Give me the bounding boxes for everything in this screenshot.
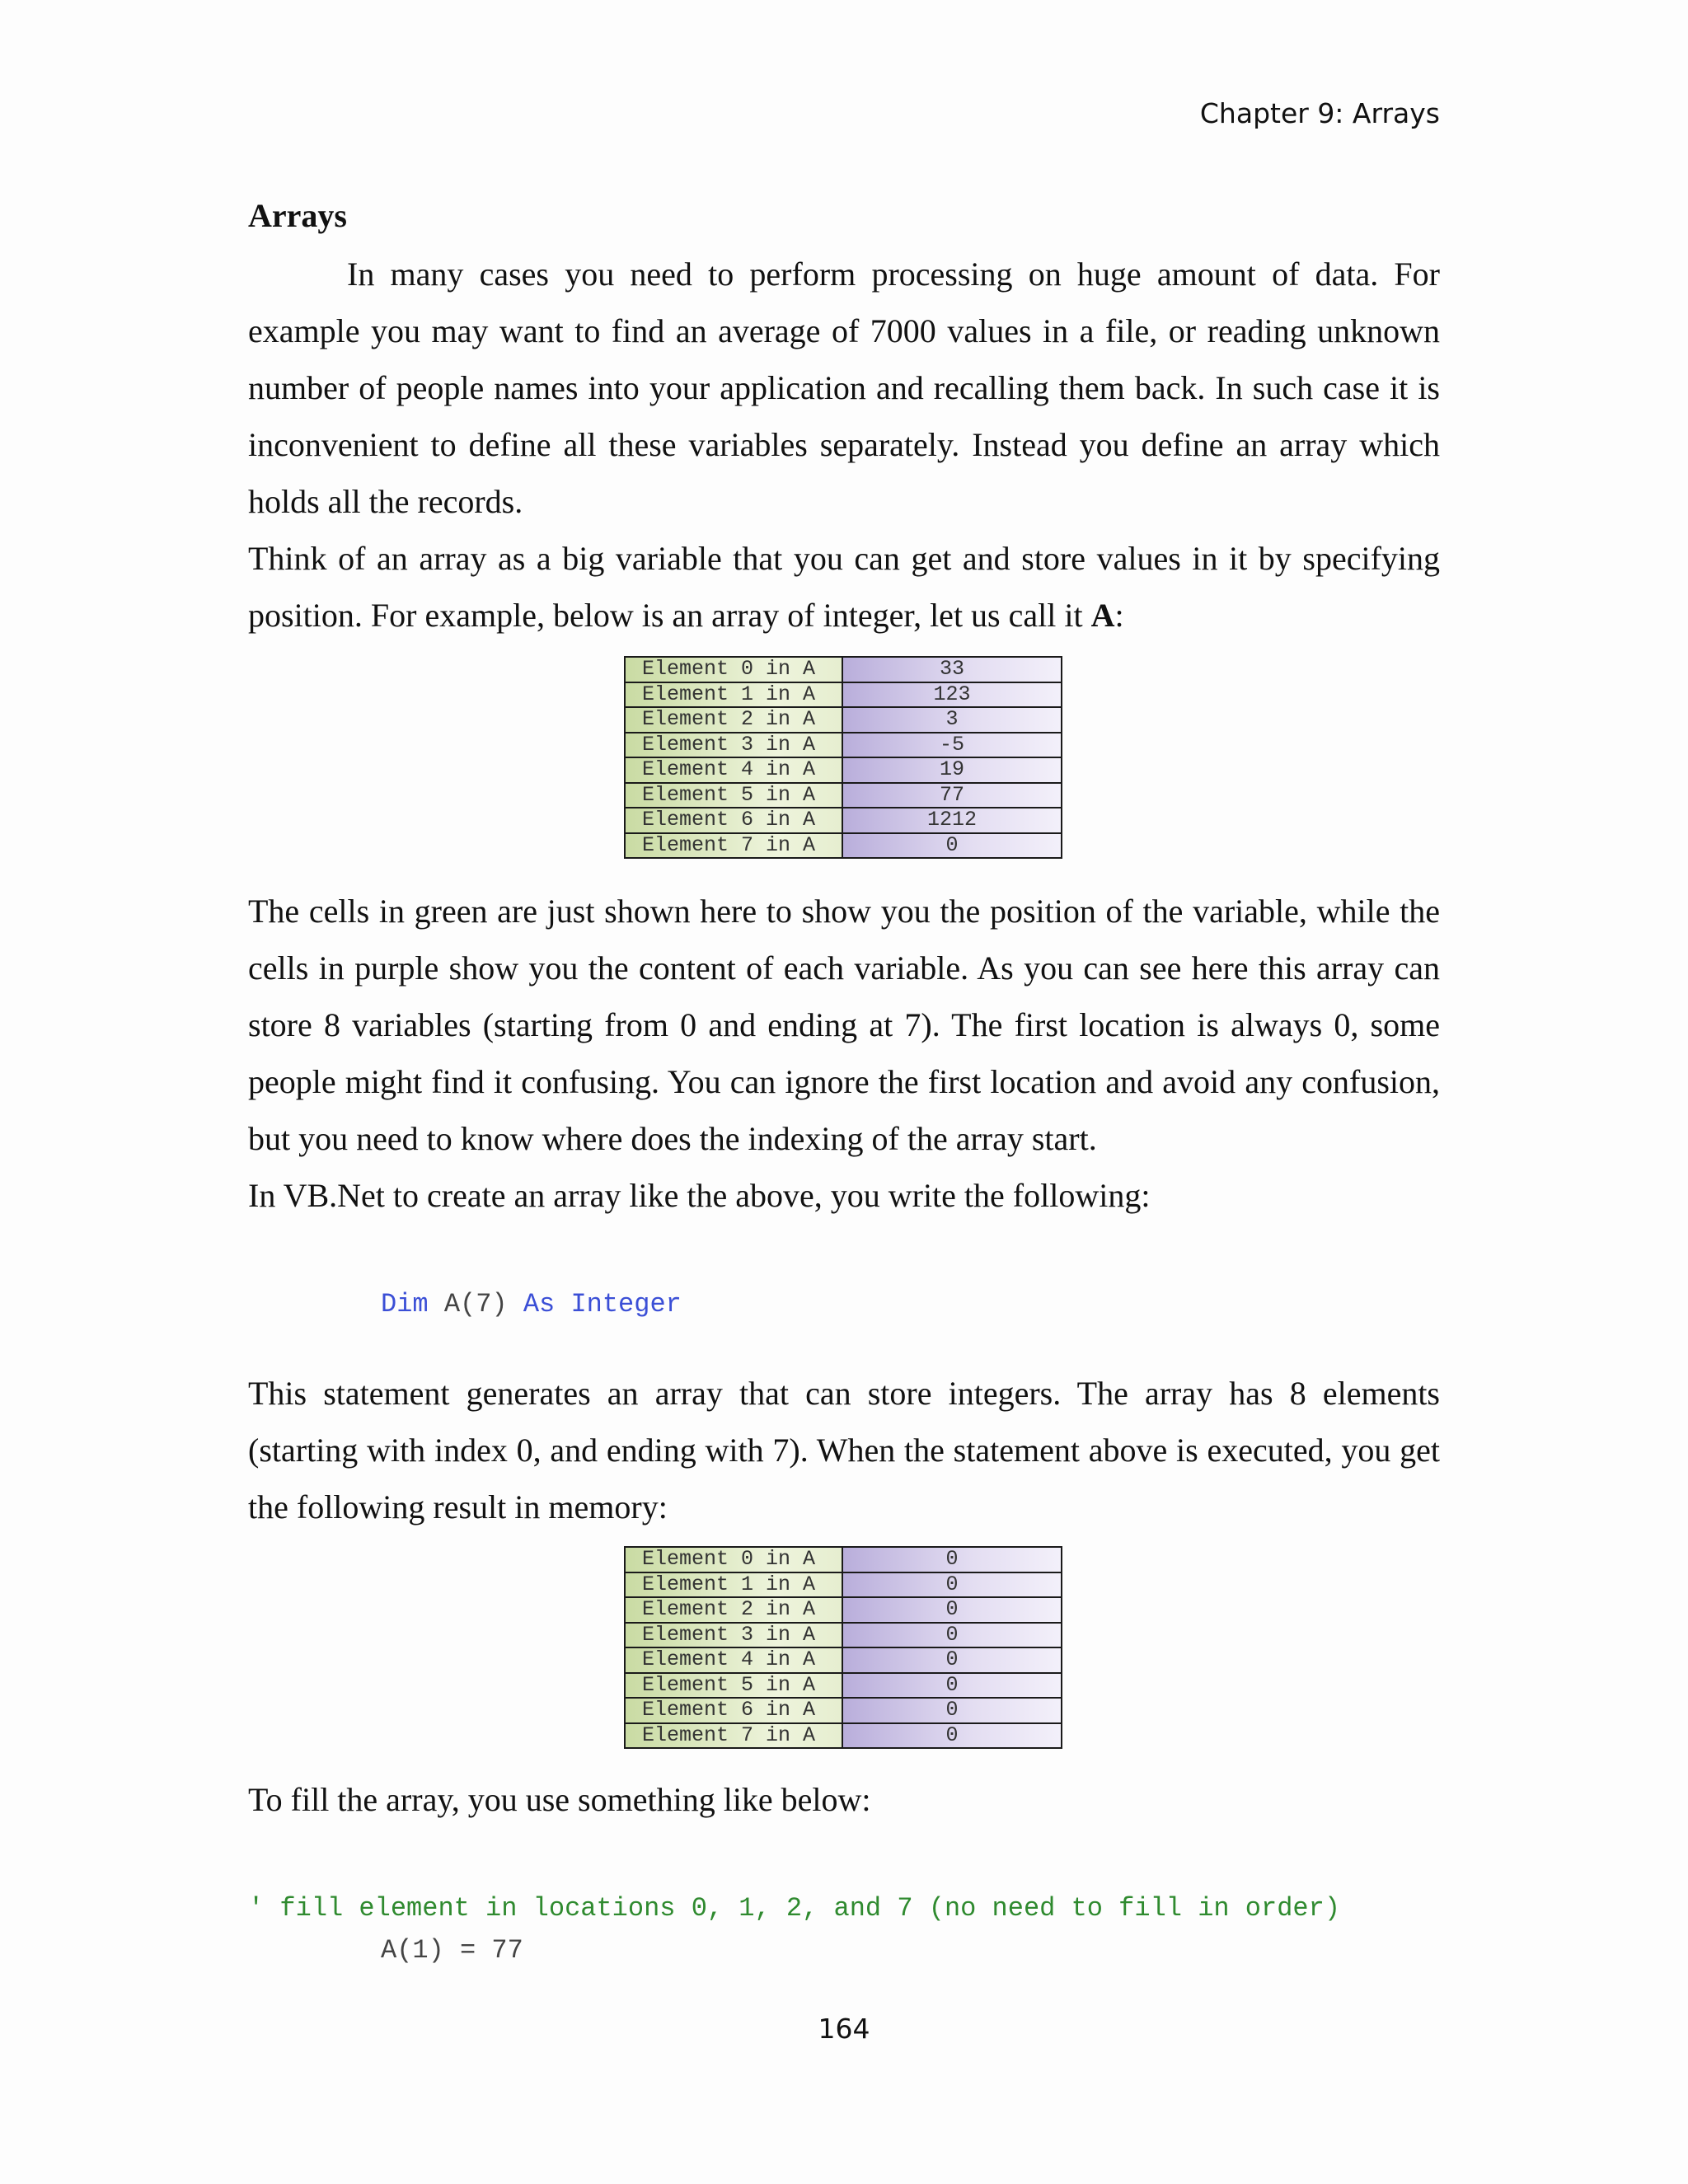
think-suffix: : [1114, 597, 1124, 634]
fill-block [248, 1771, 1440, 1828]
table-row [625, 1698, 1062, 1723]
vbnet-paragraph: In VB.Net to create an array like the above, you write the following: [248, 1177, 1151, 1214]
element-value-cell: 0 [842, 1547, 1062, 1572]
section-title: Arrays [248, 197, 347, 234]
element-position-cell: Element 6 in A [625, 808, 842, 833]
element-position-cell: Element 7 in A [625, 1723, 842, 1749]
code-keyword-type: As Integer [523, 1289, 682, 1319]
element-position-cell: Element 7 in A [625, 833, 842, 859]
element-value-cell: 1212 [842, 808, 1062, 833]
fill-paragraph: To fill the array, you use something like below: [248, 1781, 871, 1818]
statement-paragraph: This statement generates an array that can store integers. The array has 8 elements (starting with index 0, and ending with 7). When the statement above is executed, you get the following result in memory: [248, 1375, 1440, 1526]
code-assignment: A(1) = 77 [381, 1935, 523, 1966]
intro-block [248, 246, 1440, 644]
array-name: A [1090, 597, 1115, 634]
element-position-cell: Element 5 in A [625, 1673, 842, 1699]
table-row [625, 1647, 1062, 1673]
element-position-cell: Element 3 in A [625, 733, 842, 758]
array-zero-table [624, 1546, 1062, 1749]
code-keyword-dim: Dim [381, 1289, 429, 1319]
element-position-cell: Element 2 in A [625, 1597, 842, 1623]
element-position-cell: Element 4 in A [625, 757, 842, 783]
element-value-cell: 0 [842, 1597, 1062, 1623]
element-value-cell: 0 [842, 1698, 1062, 1723]
table-row [625, 1572, 1062, 1598]
element-position-cell: Element 2 in A [625, 707, 842, 733]
table-row [625, 833, 1062, 859]
element-value-cell: 3 [842, 707, 1062, 733]
array-values-table [624, 656, 1062, 859]
chapter-header: Chapter 9: Arrays [1199, 97, 1440, 129]
element-value-cell: 19 [842, 757, 1062, 783]
element-position-cell: Element 0 in A [625, 657, 842, 682]
dim-code-line [381, 1289, 682, 1319]
table-row [625, 783, 1062, 808]
element-position-cell: Element 5 in A [625, 783, 842, 808]
element-position-cell: Element 1 in A [625, 682, 842, 708]
table-row [625, 808, 1062, 833]
element-value-cell: 0 [842, 1647, 1062, 1673]
element-value-cell: 123 [842, 682, 1062, 708]
element-position-cell: Element 0 in A [625, 1547, 842, 1572]
element-value-cell: 0 [842, 1723, 1062, 1749]
explanation-block [248, 883, 1440, 1224]
table-row [625, 657, 1062, 682]
cells-paragraph: The cells in green are just shown here to show you the position of the variable, while the cells in purple show you the content of each variable. As you can see here this array can store 8 variables (starting from 0 and ending at 7). The first location is always 0, some people might find it confusing. You can ignore the first location and avoid any confusion, but you need to know where does the indexing of the array start. [248, 893, 1440, 1157]
code-comment: ' fill element in locations 0, 1, 2, and 7 (no need to fill in order) [248, 1893, 1341, 1924]
element-value-cell: 0 [842, 1673, 1062, 1699]
element-position-cell: Element 1 in A [625, 1572, 842, 1598]
element-value-cell: -5 [842, 733, 1062, 758]
think-text: Think of an array as a big variable that you can get and store values in it by specifying position. For example, below is an array of integer, let us call it [248, 540, 1440, 634]
element-value-cell: 0 [842, 1572, 1062, 1598]
table-row [625, 1673, 1062, 1699]
table-row [625, 707, 1062, 733]
table-row [625, 682, 1062, 708]
page-number: 164 [818, 2013, 870, 2045]
element-position-cell: Element 3 in A [625, 1623, 842, 1648]
intro-paragraph: In many cases you need to perform processing on huge amount of data. For example you may want to find an average of 7000 values in a file, or reading unknown number of people names into your application and recalling them back. In such case it is inconvenient to define all these variables separately. Instead you define an array which holds all the records. [248, 255, 1440, 520]
table-row [625, 1623, 1062, 1648]
statement-block [248, 1365, 1440, 1535]
table-row [625, 1547, 1062, 1572]
element-position-cell: Element 6 in A [625, 1698, 842, 1723]
table-row [625, 1723, 1062, 1749]
element-position-cell: Element 4 in A [625, 1647, 842, 1673]
element-value-cell: 33 [842, 657, 1062, 682]
element-value-cell: 77 [842, 783, 1062, 808]
table-row [625, 757, 1062, 783]
think-paragraph [248, 530, 1440, 644]
table-row [625, 733, 1062, 758]
code-array-decl: A(7) [428, 1289, 523, 1319]
element-value-cell: 0 [842, 833, 1062, 859]
table-row [625, 1597, 1062, 1623]
element-value-cell: 0 [842, 1623, 1062, 1648]
